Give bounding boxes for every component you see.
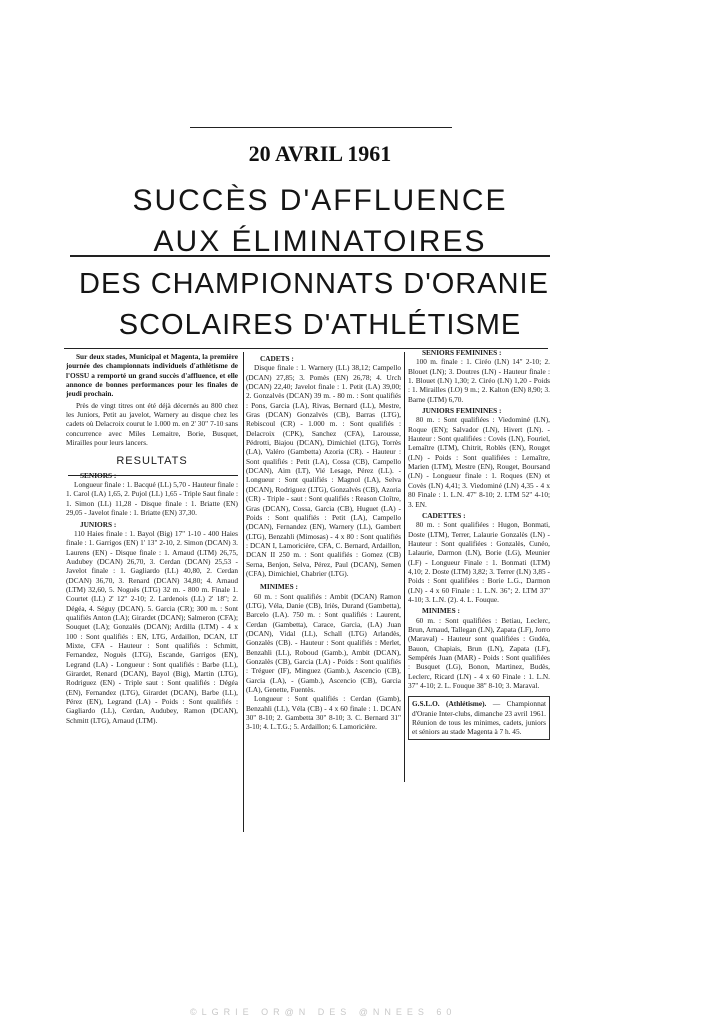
minimes-f-heading: MINIMES : xyxy=(422,606,460,616)
minimes-heading: MINIMES : xyxy=(260,582,298,592)
watermark: ©LGRIE OR@N DES @NNEES 60 xyxy=(190,1007,457,1017)
headline-line-2: AUX ÉLIMINATOIRES xyxy=(153,225,487,258)
column-rule-1 xyxy=(243,352,244,832)
juniors-feminines-results: 80 m. : Sont qualifiées : Viedominé (LN), Roque (EN); Salvador (LN), Hivert (LN). - Hauteur : Sont qualifiées : Covès (LN), Fouriel, Lemaître (LTM), Chitrit, Roblès (EN), Rouget (LN) - Poids : Sont qualifiées : Lemaître, Marien (LTM), Mestre (EN), Rouget, Boursand (LN) - Longueur finale : 1. Roques (EN) et Covès (LN) 4,41; 3. Viedominé (LN) 4,35 - 4 x 80 Finale : 1. L.N. 47" 8-10; 2. LTM 52" 4-10; 3. EN. xyxy=(408,415,550,509)
article-date: 20 AVRIL 1961 xyxy=(248,141,392,166)
resultats-title: RESULTATS xyxy=(116,455,188,468)
gslo-notice-title: G.S.L.O. (Athlétisme). xyxy=(412,699,487,709)
juniors-heading: JUNIORS : xyxy=(80,519,117,529)
top-rule xyxy=(190,127,452,128)
seniors-heading: SENIORS : xyxy=(80,470,117,480)
minimes-results-2: Longueur : Sont qualifiés : Cerdan (Gamb), Benzahli (LL), Véla (CB) - 4 x 60 finale : 1. DCAN 30" 8-10; 2. Gambetta 30" 8-10; 3. C. Bernard 31" 3-10; 4. L.T.G.; 5. Ardaillon; 6. Lamoricière. xyxy=(246,694,401,732)
gslo-notice xyxy=(408,696,550,739)
headline-line-1: SUCCÈS D'AFFLUENCE xyxy=(132,184,508,217)
minimes-results: 60 m. : Sont qualifiés : Ambit (DCAN) Ramon (LTG), Véla, Danie (CB), Iriès, Durand (Gambetta), Barcelo (LA). 750 m. : Sont qualifiés : Laurent, Cerdan (Gambetta), Carace, Garcia, (LA) Juan (DCAN), Vidal (LL), Schall (LTG) Arlandès, Gonzalès (CB). - Hauteur : Sont qualifiés : Merlet, Benzahli (LL), Roboud (Gamb.), Ambit (DCAN), Gonzalès (CB), Garcia (LA) - Poids : Sont qualifiés : Tréguer (IF), Minguez (Gamb.), Ascencio (CB), Garcia (LA), - (Gamb.), Ascencio (CB), Garcia (LA), Genette, Fuentès. xyxy=(246,591,401,695)
cadettes-heading: CADETTES : xyxy=(422,510,466,520)
intro-lead: Sur deux stades, Municipal et Magenta, la première journée des championnats individuels d'athlétisme de l'OSSU a remporté un grand succès d'affluence, et elle annonce de bonnes performances pour les finales de jeudi prochain. xyxy=(66,352,238,399)
column-3 xyxy=(408,346,550,806)
seniors-feminines-heading: SENIORS FEMININES : xyxy=(422,348,502,357)
cadets-heading: CADETS : xyxy=(260,354,294,363)
headline-line-3: DES CHAMPIONNATS D'ORANIE xyxy=(79,268,549,300)
column-2 xyxy=(246,352,401,812)
column-rule-2 xyxy=(404,352,405,782)
minimes-f-results: 60 m. : Sont qualifiées : Betiau, Leclerc, Brun, Arnaud, Tallegan (LN), Zapata (LF), Jorro (Maraval) - Hauteur sont qualifiées : Gudéa, Bauon, Chapiais, Brun (LN), Zapata (LF), Sempérés Juan (MAR) - Poids : Sont qualifiées : Busquet (LG), Bonon, Martinez, Budès, Leclerc, Ricard (LN) - 4 x 60 Finale : 1. L.N. 37" 4-10; 2. L. Fouque 38" 8-10; 3. Maraval. xyxy=(408,615,550,691)
cadettes-results: 80 m. : Sont qualifiées : Hugon, Bonmati, Doste (LTM), Terrer, Lalaurie Gonzalès (LN) - Hauteur : Sont qualifiées : Gonzalès, Cunéo, Lalaurie, Darmon (LN), Borie (LG), Meunier (LF) - Longueur Finale : 1. Bonmati (LTM) 4,10; 2. Doste (LTM) 3,82; 3. Terrer (LN) 3,85 - Poids : Sont qualifiées : Borie L.G., Darmon (LN) - 4 x 60 Finale : 1. L.N. 36"; 2. LTM 37" 4-10; 3. L.N. (2). 4. L. Fouque. xyxy=(408,520,550,604)
intro-body: Près de vingt titres ont été déjà décernés au 800 chez les Juniors, Petit au javelot, Warnery au disque chez les cadets où Delacroix courut le 1.000 m. en 2' 30" 7-10 sans concurrence avec Miles Lemaitre, Borie, Busquet, Mirailles pour leurs lancers. xyxy=(66,400,238,448)
seniors-feminines-results: 100 m. finale : 1. Ciréo (LN) 14" 2-10; 2. Blouet (LN); 3. Doutres (LN) - Hauteur finale : 1. Blouet (LN) 1,30; 2. Ciréo (LN) 1,20 - Poids : 1. Mirailles (LO) 9 m.; 2. Kalton (EN) 8,90; 3. Barne (LTM) 6,70. xyxy=(408,357,550,404)
gslo-notice-body: — Championnat d'Oranie Inter-clubs, dimanche 23 avril 1961. Réunion de tous les minimes, cadets, juniors et séniors au stade Magenta à 7 h. 45. xyxy=(412,699,546,737)
cadets-results: Disque finale : 1. Warnery (LL) 38,12; Campello (DCAN) 27,85; 3. Pomès (EN) 26,78; 4. Urch (DCAN) 22,40; Javelot finale : 1. Petit (LA) 39,00; 2. Gonzalvès (DCAN) 39 m. - 80 m. : Sont qualifiés : Pons, Garcia (LA), Rivas, Bernard (LL), Mestre, Gras (DCAN) Gonzalvès (CB), Barras (LTG), Rebiscoul (CR) - 1.000 m. : Sont qualifiés : Delacroix (CPK), Sanchez (CFA), Larousse, Pédrotti, Biajou (DCAN), Dimichiel (LTG), Torrès (LA), Valéro (Gambetta) Azoria (CR). - Hauteur : Sont qualifiés : Petit (LA), Cossa (CB), Campello (DCAN), Aim (LT), Vié Lesage, Pérez (LL). - Longueur : Sont qualifiés : Magnol (LA), Selva (DCAN), Rodriguez (LTG), Gonzalvès (CB), Azoria (CR) - Triple - saut : Sont qualifiés : Reason Cloître, Gras (DCAN), Cossa, Garcia (CB), Huguet (LA) - Poids : Sont qualifiés : Petit (LA), Campello (DCAN), Fernandez (EN), Warnery (LL), Gambert (LTG), Benzahli (Mimosas) - 4 x 80 : Sont qualifiés : DCAN I, Lamoricière, CFA, C. Bernard, Ardaillon, DCAN II 250 m. : Sont qualifiés : Gomez (CB) Serna, Benjon, Selva, Pérez, Paul (DCAN), Semen (CFA), Dimichiel, Chabrier (LTG). xyxy=(246,363,401,578)
column-1 xyxy=(66,352,238,852)
juniors-results: 110 Haies finale : 1. Bayol (Big) 17" 1-10 - 400 Haies finale : 1. Garrigos (EN) 1' 13" 2-10, 2. Simon (DCAN) 3. Laurens (EN) - Disque finale : 1. Arnaud (LTM) 26,75, Audubey (DCAN) 26,70, 3. Cerdan (DCAN) 25,53 - Javelot finale : 1. Gagliardo (LL) 40,80, 2. Cerdan (DCAN) 36,70, 3. Renard (DCAN) 34,80; 4. Arnaud (LTM) 32,60, 5. Noguès (LTG) 32 m. - 800 m. Finale 1. Courtet (LL) 2' 12" 2-10; 2. Lardenois (LL) 2' 18"; 2. Dégéa, 4. Séguy (DCAN). 5. Garcia (CR); 300 m. : Sont qualifiés Anton (LA); Girardet (DCAN); Salmeron (CFA); Souquet (LA); Gonzalès (DCAN); Ardilla (LTM) - 4 x 100 : Sont qualifiés : EN, LTG, Ardaillon, DCAN, LT Mixte, CFA - Hauteur : Sont qualifiés : Schmitt, Fernandez, Noguès (LTG), Escande, Garrigos (EN), Legrand (LA) - Longueur : Sont qualifiés : Barbe (LL), Girardet, Renard (DCAN), Bayol (Big), Martin (LTG), Rodriguez (EN) - Triple saut : Sont qualifiés : Dégéa (EN), Fernandez (LTG), Girardet (DCAN), Barbe (LL), Pérez (EN), Legrand (LA) - Poids : Sont qualifiés : Gagliardo (LL), Cerdan, Audubey, Ramon (DCAN), Schmitt (LTG), Arnaud (LTM). xyxy=(66,528,238,725)
seniors-results: Longueur finale : 1. Bacqué (LL) 5,70 - Hauteur finale : 1. Carol (LA) 1,65, 2. Pujol (LL) 1,65 - Triple Saut finale : 1. Simon (LL) 11,28 - Disque finale : 1. Briatte (EN) 29,05 - Javelot finale : 1. Briatte (EN) 37,30. xyxy=(66,480,238,518)
headline-line-4: SCOLAIRES D'ATHLÉTISME xyxy=(118,309,522,341)
juniors-feminines-heading: JUNIORS FEMININES : xyxy=(422,406,502,416)
